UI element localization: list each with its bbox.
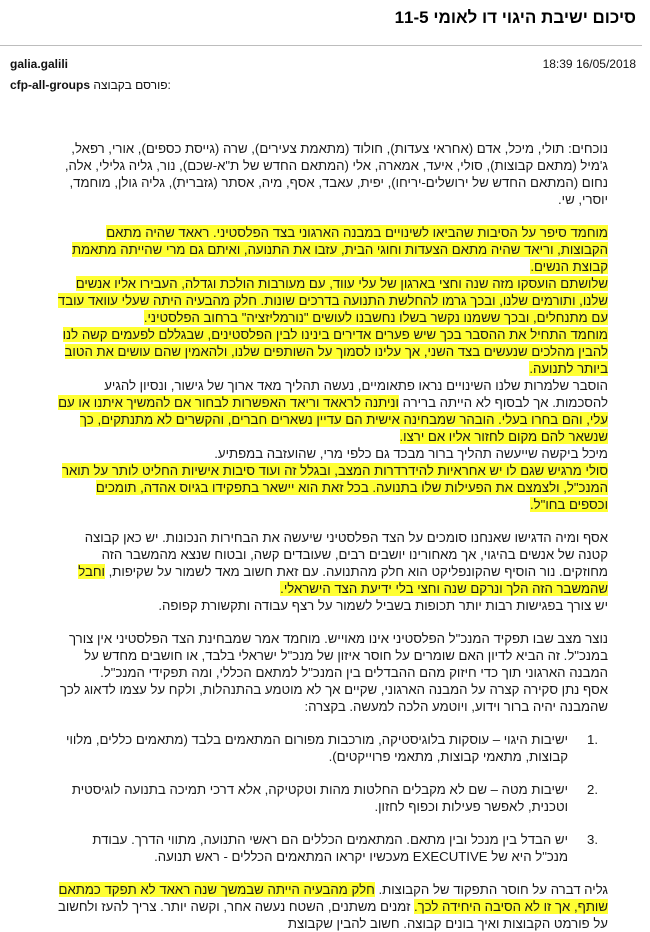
group-line — [10, 78, 171, 92]
list-item-number: .1 — [586, 732, 598, 747]
post-body — [56, 140, 608, 932]
group-prefix: פורסם בקבוצה: — [93, 78, 171, 92]
spacer — [56, 614, 608, 630]
spacer — [56, 715, 608, 731]
attendees-paragraph: נוכחים: תולי, מיכל, אדם (אחראי צעדות), חולוד (מתאמת צעירים), שרה (גייסת כספים), אורי, רפאל, ג'מיל (מתאם קבוצות), סולי, איעד, אמארה, אלי (המתאם החדש של ת"א-שכם), נור, גליה גלילי, אלה, נחום (המתאם החדש של ירושלים-יריחו), יפית, עאבד, אסף, מיה, אסתר (גזברית), גליה גולן, מוחמד, יוסרי, שי. — [64, 141, 608, 207]
group-link[interactable]: cfp-all-groups — [10, 78, 90, 92]
highlighted-text: מוחמד התחיל את ההסבר בכך שיש פערים אדירים בינינו לבין הפלסטינים, שבגללם לפעמים קשה לנו להבין מהלכים שנעשים בצד השני, אך עלינו לסמוך על השותפים שלנו, ולהאמין שהם עושים את הטוב ביותר לתנועה. — [62, 327, 608, 376]
highlighted-text: סולי מרגיש שגם לו יש אחראיות להידרדרות המצב, ובגלל זה ועוד סיבות אישיות החליט לותר על תואר המנכ"ל, ולצמצם את הפעילות שלו בתנועה. בכל זאת הוא יישאר בתפקידו בגיוס אהדה, תומכים וכספים בחו"ל. — [61, 463, 608, 512]
spacer — [56, 208, 608, 224]
text: אסף ומיה הדגישו שאנחנו סומכים על הצד הפלסטיני שיעשה את הבחירות הנכונות. יש כאן קבוצה קטנה של אנשים בהיגוי, אך מאחורינו יושבים רבים, שעובדים קשה, ובטוח שנצא מהמשבר הזה מחוזקים. נור הוסיף שהקונפליקט הוא חלק מהתנועה. עם זאת חשוב מאד לשמור על שקיפות, — [84, 530, 608, 579]
list-item-text: ישיבות היגוי – עוסקות בלוגיסטיקה, מורכבות מפורום המתאמים בלבד (מתאמים כללים, מלווי קבוצות, מתאמי קבוצות, מתאמי פרוייקטים). — [66, 732, 568, 764]
paragraph: יש צורך בפגישות רבות יותר תכופות בשביל לשמור על רצף עבודה ותקשורת קפופה. — [158, 598, 608, 613]
list-item — [56, 731, 608, 765]
paragraph — [56, 529, 608, 597]
text: הוסבר שלמרות שלנו השינויים נראו פתאומיים, נעשה תהליך מאד ארוך של גישור, ונסיון להגיע להסכמות. אך לבסוף לא הייתה ברירה — [104, 378, 608, 410]
paragraph: אסף נתן סקירה קצרה על המבנה הארגוני, שקיים אך לא מוטמע בהתנהלות, ולקח על עצמו לדאוג לכך שהמבנה יהיה ברור וידוע, ויוטמע הלכה למעשה. בקצרה: — [59, 682, 608, 714]
author-name[interactable]: galia.galili — [10, 57, 69, 71]
paragraph: מיכל ביקשה שייעשה תהליך ברור מבכד גם כלפי מרי, שהועזבה במפתיע. — [214, 446, 608, 461]
paragraph: נוצר מצב שבו תפקיד המנכ"ל הפלסטיני אינו מאוייש. מוחמד אמר שמבחינת הצד הפלסטיני אין צורך במנכ"ל. זה הביא לדיון האם שומרים על חוסר איזון של מנכ"ל ישראלי בלבד, או חושבים מחדש על המבנה הארגוני תוך כדי חיזוק מהם ההבדלים בין המנכ"ל למתאם הכללי, ומה תפקידי המנכ"ל. — [69, 631, 608, 680]
highlighted-text: חלק מהבעיה הייתה שבמשך שנה ראאד לא תפקד כמתאם שותף, אך זו לא הסיבה היחידה לכך. — [58, 882, 608, 914]
spacer — [56, 765, 608, 781]
highlighted-text: מוחמד סיפר על הסיבות שהביאו לשינויים במבנה הארגוני בצד הפלסטיני. ראאד שהיה מתאם הקבוצות, וריאד שהיה מתאם הצעדות וחוגי הבית, עזבו את התנועה, ואיתם גם מרי שהייתה מתאמת קבוצת הנשים. — [71, 225, 608, 274]
list-item — [56, 831, 608, 865]
spacer — [56, 865, 608, 881]
paragraph — [56, 462, 608, 513]
title-divider — [0, 45, 642, 46]
page-title: סיכום ישיבת היגוי דו לאומי 11-5 — [394, 8, 636, 27]
paragraph — [56, 224, 608, 275]
paragraph — [56, 377, 608, 445]
highlighted-text: וניתנה לראאד וריאד האפשרות לבחור אם להמשיך איתנו או עם עלי, והם בחרו בעלי. הובהר שמבחינה אישית הם עדיין נשארים חברים, והקשרים לא מתנתקים, כך שנשאר להם מקום לחזור אליו אם ירצו. — [58, 395, 608, 444]
list-item — [56, 781, 608, 815]
spacer — [56, 815, 608, 831]
highlighted-text: וחבל שהמשבר הזה הלך ונרקם שנה וחצי בלי ידיעת הצד הישראלי. — [78, 564, 608, 596]
list-item-text: ישיבות מטה – שם לא מקבלים החלטות מהות וטקטיקה, אלא דרכי תמיכה בתנועה לוגיסטית וטכנית, לאפשר פעילות וכפוף לחזון. — [71, 782, 568, 814]
spacer — [56, 513, 608, 529]
text: גליה דברה על חוסר התפקוד של הקבוצות. — [374, 882, 608, 897]
paragraph — [56, 275, 608, 326]
highlighted-text: שלושתם הועסקו מזה שנה וחצי בארגון של עלי עווד, עם מעורבות הולכת וגדלה, העבירו אליו אנשים שלנו, ותורמים שלנו, ובכך גרמו להחלשת התנועה בדרכים שונות. חלק מהבעיה היתה שעלי עוואד עובד עם מתנחלים, ובכך ששמנו נקשר בשלו נחשבנו לעושים "נורמליזציה" ברחוב הפלסטיני. — [57, 276, 608, 325]
paragraph — [56, 881, 608, 932]
list-item-text: יש הבדל בין מנכל ובין מתאם. המתאמים הכללים הם ראשי התנועה, מתווי הדרך. עבודת מנכ"ל היא של EXECUTIVE מעכשיו יקראו המתאמים הכללים - ראש תנועה. — [92, 832, 568, 864]
post-timestamp: 18:39 16/05/2018 — [542, 57, 636, 71]
paragraph — [56, 326, 608, 377]
text: זמנים משתנים, השטח נעשה אחר, וקשה יותר. צריך להעז ולחשוב על פורמט הקבוצות ואיך בונים קבוצה. חשוב להבין שקבוצת — [57, 899, 608, 931]
list-item-number: .3 — [586, 832, 598, 847]
list-item-number: .2 — [586, 782, 598, 797]
